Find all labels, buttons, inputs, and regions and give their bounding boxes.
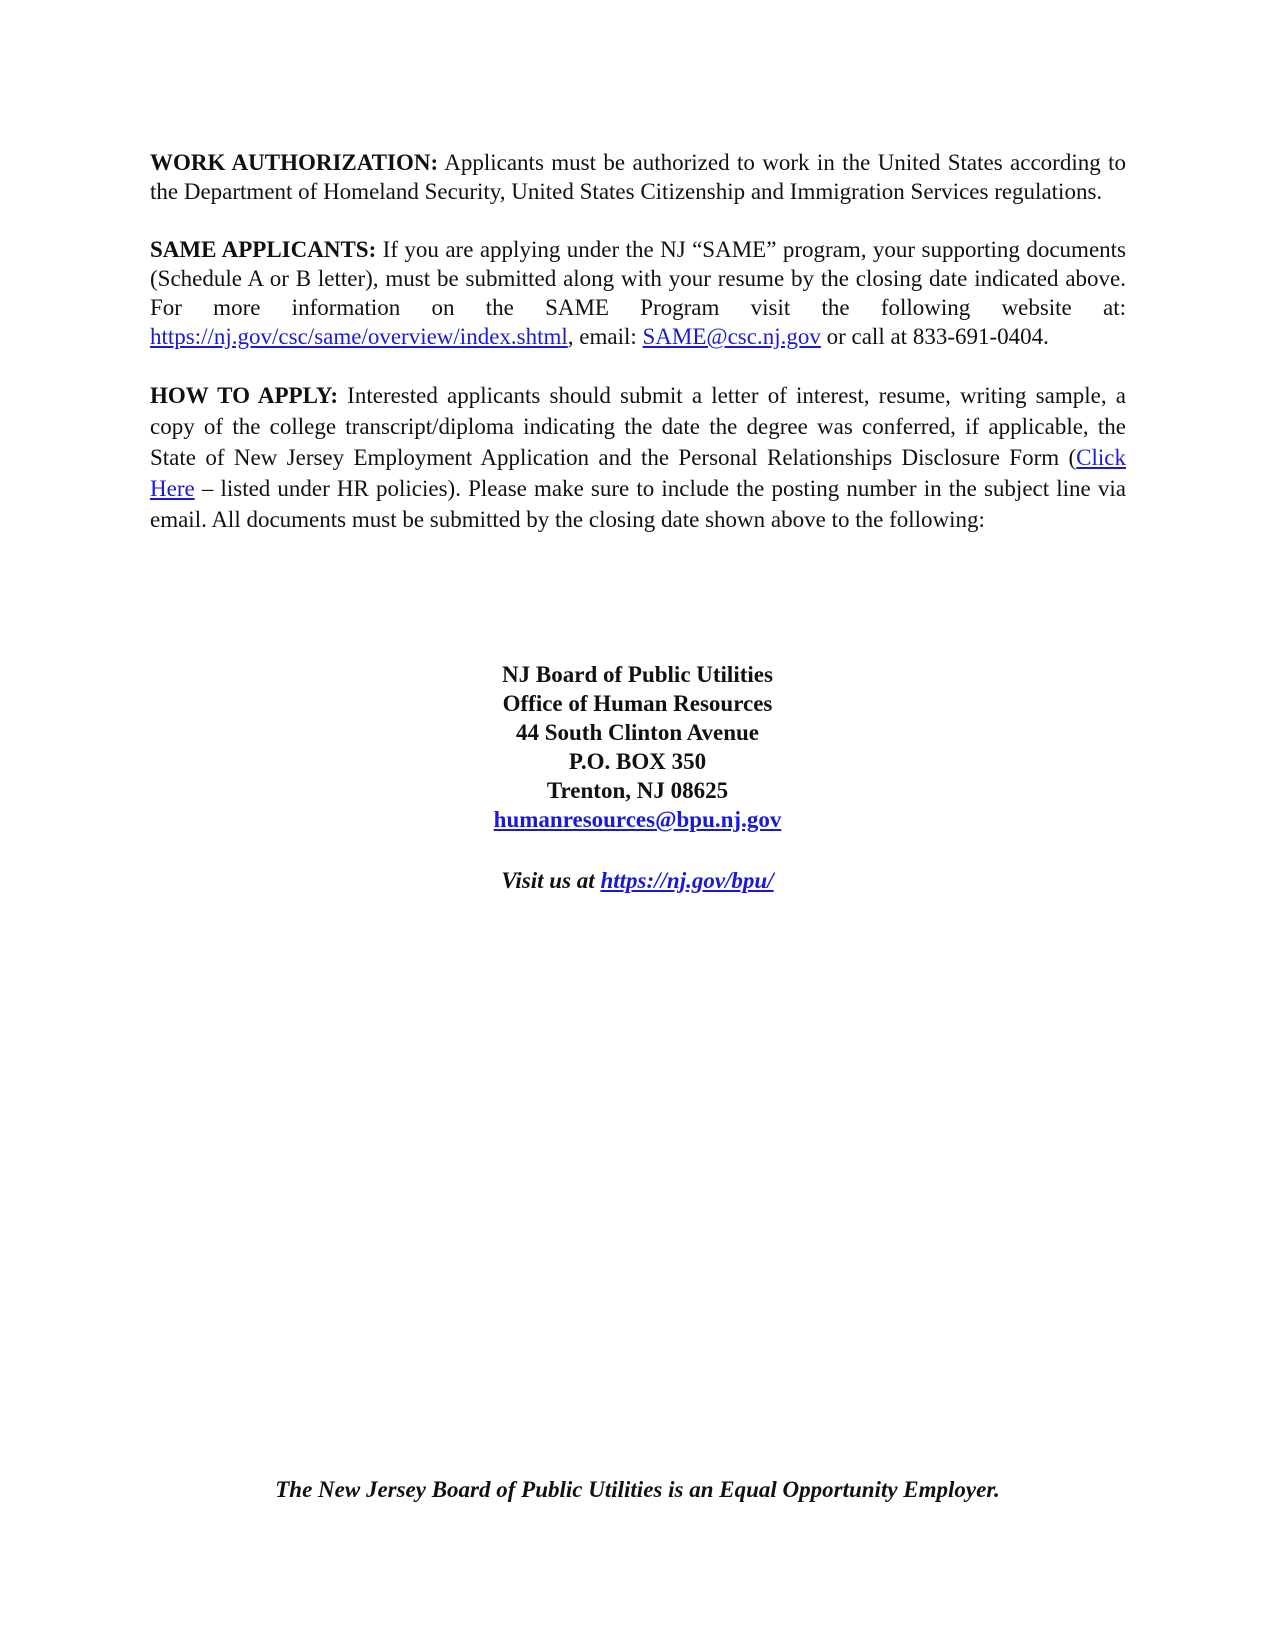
same-website-link[interactable]: https://nj.gov/csc/same/overview/index.shtml [150, 324, 568, 349]
how-to-apply-paragraph [150, 380, 1126, 535]
work-authorization-text: Applicants must be authorized to work in the United States according to the Department of Homeland Security, United States Citizenship and Immigration Services regulations. [150, 150, 1127, 204]
how-to-apply-text-1: Interested applicants should submit a letter of interest, resume, writing sample, a copy of the college transcript/diploma indicating the date the degree was conferred, if applicable, the State of New Jersey Employment Application and the Personal Relationships Disclosure Form ( [150, 383, 1126, 470]
address-line-office: Office of Human Resources [502, 691, 773, 716]
how-to-apply-text-2: – listed under HR policies). Please make sure to include the posting number in the subject line via email. All documents must be submitted by the closing date shown above to the following: [150, 476, 1126, 532]
how-to-apply-label: HOW TO APPLY: [150, 383, 338, 408]
body-content [150, 148, 1126, 535]
address-line-city: Trenton, NJ 08625 [546, 778, 729, 803]
same-applicants-text-1: If you are applying under the NJ “SAME” program, your supporting documents (Schedule A or B letter), must be submitted along with your resume by the closing date indicated above. For more information on the SAME Program visit the following website at: [150, 237, 1126, 320]
visit-us-line [0, 866, 1275, 895]
same-applicants-text-2: , email: [567, 324, 643, 349]
same-email-link[interactable]: SAME@csc.nj.gov [642, 324, 821, 349]
hr-email-link[interactable]: humanresources@bpu.nj.gov [493, 807, 782, 832]
address-line-organization: NJ Board of Public Utilities [502, 662, 773, 687]
bpu-website-link[interactable]: https://nj.gov/bpu/ [600, 868, 774, 893]
mailing-address-block [0, 660, 1275, 834]
same-applicants-label: SAME APPLICANTS: [150, 237, 377, 262]
same-applicants-text-3: or call at 833-691-0404. [820, 324, 1049, 349]
visit-us-text: Visit us at [501, 868, 601, 893]
address-line-street: 44 South Clinton Avenue [515, 720, 760, 745]
work-authorization-paragraph [150, 148, 1126, 206]
click-here-link[interactable]: Click Here [150, 445, 1126, 501]
equal-opportunity-footer: The New Jersey Board of Public Utilities is an Equal Opportunity Employer. [275, 1477, 1000, 1502]
same-applicants-paragraph [150, 235, 1126, 351]
work-authorization-label: WORK AUTHORIZATION: [150, 150, 439, 175]
address-line-po-box: P.O. BOX 350 [568, 749, 707, 774]
